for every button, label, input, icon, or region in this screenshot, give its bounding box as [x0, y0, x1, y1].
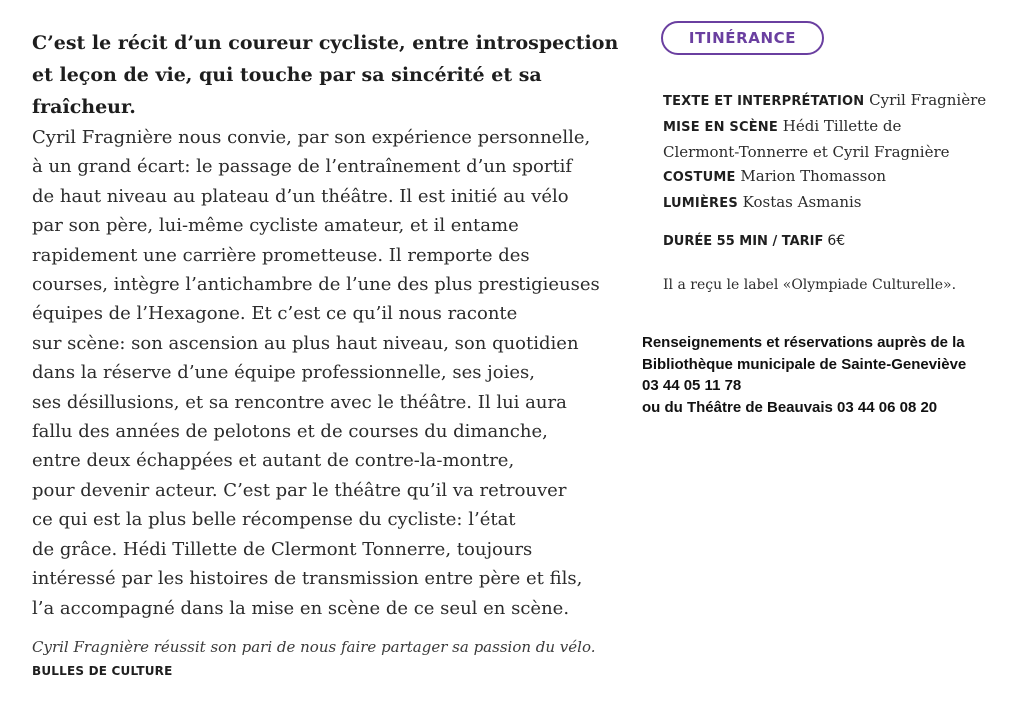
credits-list [663, 88, 1013, 216]
duration-price [663, 230, 845, 253]
credit-label: COSTUME [663, 170, 736, 185]
credit-label: MISE EN SCÈNE [663, 120, 778, 135]
itinerance-badge: ITINÉRANCE [661, 21, 824, 55]
label-note: Il a reçu le label «Olympiade Culturelle». [663, 277, 957, 293]
credit-value: Marion Thomasson [740, 167, 887, 185]
credit-value: Hédi Tillette de [782, 117, 902, 135]
article-column [32, 27, 652, 680]
credit-line [663, 140, 1013, 164]
credit-value: Clermont-Tonnerre et Cyril Fragnière [663, 143, 950, 161]
credit-line [663, 190, 1013, 216]
press-quote: Cyril Fragnière réussit son pari de nous faire partager sa passion du vélo. [32, 637, 596, 656]
price-value: 6€ [827, 233, 846, 249]
credit-line [663, 88, 1013, 114]
duration-label: DURÉE 55 MIN / TARIF [663, 234, 824, 249]
credit-label: TEXTE ET INTERPRÉTATION [663, 94, 865, 109]
quote-source: BULLES DE CULTURE [32, 663, 173, 678]
booking-info: Renseignements et réservations auprès de la Bibliothèque municipale de Sainte-Geneviève 03 44 05 11 78 ou du Théâtre de Beauvais 03 44 06 08 20 [642, 334, 967, 416]
credit-label: LUMIÈRES [663, 196, 738, 211]
article-lead: C’est le récit d’un coureur cycliste, entre introspection et leçon de vie, qui touche par sa sincérité et sa fraîcheur. [32, 32, 619, 118]
article-body: Cyril Fragnière nous convie, par son expérience personnelle, à un grand écart: le passage de l’entraînement d’un sportif de haut niveau au plateau d’un théâtre. Il est initié au vélo par son père, lui-même cycliste amateur, et il entame rapidement une carrière prometteuse. Il remporte des courses, intègre l’antichambre de l’une des plus prestigieuses équipes de l’Hexagone. Et c’est ce qu’il nous raconte sur scène: son ascension au plus haut niveau, son quotidien dans la réserve d’une équipe professionnelle, ses joies, ses désillusions, et sa rencontre avec le théâtre. Il lui aura fallu des années de pelotons et de courses du dimanche, entre deux échappées et autant de contre-la-montre, pour devenir acteur. C’est par le théâtre qu’il va retrouver ce qui est la plus belle récompense du cycliste: l’état de grâce. Hédi Tillette de Clermont Tonnerre, toujours intéressé par les histoires de transmission entre père et fils, l’a accompagné dans la mise en scène de ce seul en scène. [32, 127, 600, 619]
credit-value: Cyril Fragnière [869, 91, 987, 109]
credit-line [663, 114, 1013, 140]
credit-value: Kostas Asmanis [742, 193, 862, 211]
credit-line [663, 164, 1013, 190]
